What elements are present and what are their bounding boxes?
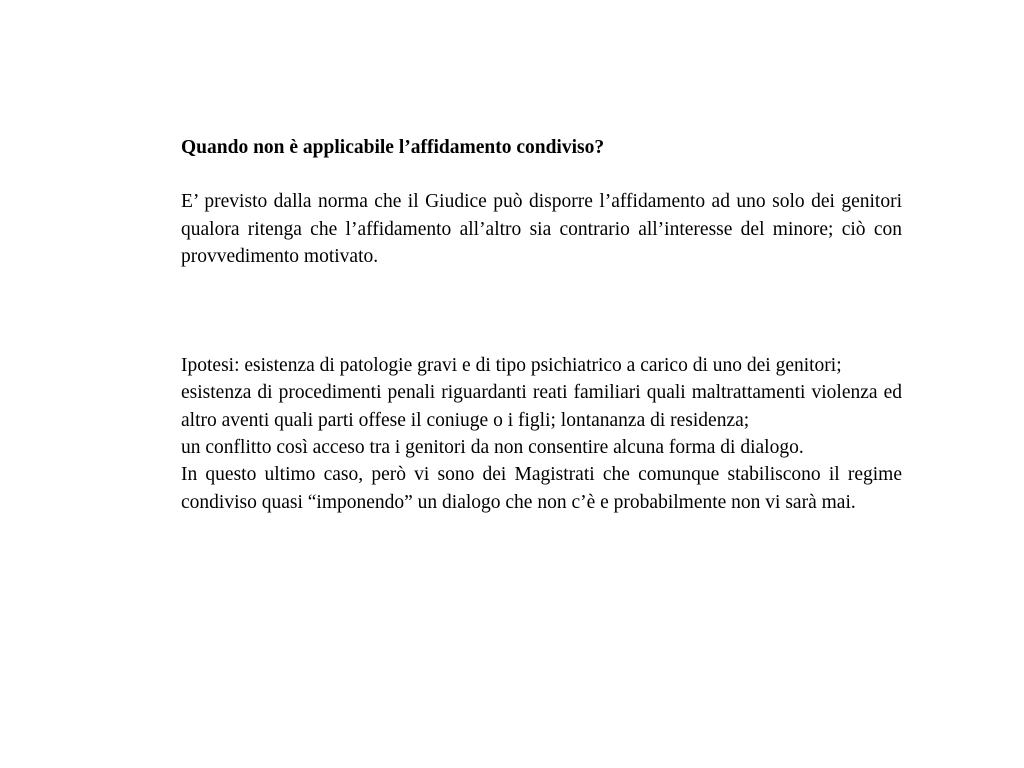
slide-heading: Quando non è applicabile l’affidamento condiviso?: [181, 137, 605, 158]
hypothesis-line: Ipotesi: esistenza di patologie gravi e di tipo psichiatrico a carico di uno dei genitori;: [181, 355, 842, 377]
slide-text-box: [181, 134, 902, 516]
hypothesis-line: esistenza di procedimenti penali riguardanti reati familiari quali maltrattamenti violenza ed altro aventi quali parti offese il coniuge o i figli; lontananza di residenza;: [181, 382, 902, 431]
intro-paragraph: E’ previsto dalla norma che il Giudice può disporre l’affidamento ad uno solo dei genitori qualora ritenga che l’affidamento all’altro sia contrario all’interesse del minore; ciò con provvedimento motivato.: [181, 191, 902, 267]
hypothesis-line: In questo ultimo caso, però vi sono dei Magistrati che comunque stabiliscono il regime condiviso quasi “imponendo” un dialogo che non c’è e probabilmente non vi sarà mai.: [181, 464, 902, 513]
hypothesis-line: un conflitto così acceso tra i genitori da non consentire alcuna forma di dialogo.: [181, 437, 804, 459]
paragraph-spacer: [181, 270, 902, 352]
